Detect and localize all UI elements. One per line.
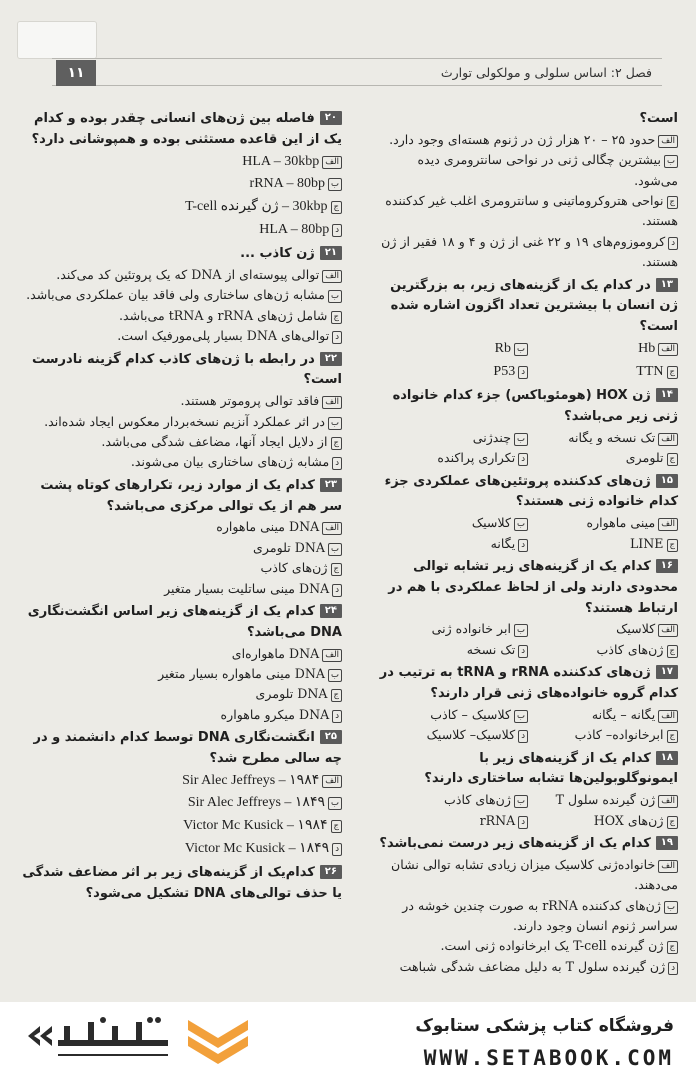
store-url: WWW.SETABOOK.COM	[423, 1046, 674, 1070]
answer-option: الفحدود ۲۵ – ۲۰ هزار ژن در ژنوم هسته‌ای وجود دارد.	[378, 130, 678, 150]
answer-option: دیگانه	[378, 534, 528, 554]
question-number: ۲۴	[320, 604, 342, 618]
answer-option: دP53	[378, 361, 528, 384]
answer-option: بچندژنی	[378, 428, 528, 448]
question-number: ۱۹	[656, 836, 678, 850]
question-21: ۲۱ژن کاذب ...	[18, 244, 342, 265]
answer-option: الف۱۹۸۴ – Sir Alec Jeffreys	[18, 770, 342, 793]
setabook-logo-icon	[18, 1012, 258, 1072]
answer-option: الفDNA مینی ماهواره	[18, 517, 342, 537]
page-corner-tab	[18, 22, 96, 58]
chapter-title: فصل ۲: اساس سلولی و مولکولی توارث	[440, 65, 652, 80]
answer-option: الفHb	[528, 338, 678, 361]
options-grid	[378, 619, 678, 660]
answer-option: جژن گیرنده T-cell یک ابرخانواده ژنی است.	[378, 936, 678, 956]
options-grid	[378, 705, 678, 746]
question-number: ۲۰	[320, 111, 342, 125]
answer-option: جژن‌های HOX	[528, 811, 678, 831]
store-name: فروشگاه کتاب پزشکی ستابوک	[415, 1016, 674, 1036]
question-stem: است؟	[639, 111, 678, 126]
answer-option: جشامل ژن‌های rRNA و tRNA می‌باشد.	[18, 306, 342, 326]
answer-option: جابرخانواده– کاذب	[528, 725, 678, 745]
answer-option: بDNA مینی ماهواره بسیار متغیر	[18, 664, 342, 684]
answer-option: دتکراری پراکنده	[378, 448, 528, 468]
answer-option: الفیگانه – یگانه	[528, 705, 678, 725]
answer-option: جتلومری	[528, 448, 678, 468]
answer-option: جنواحی هتروکروماتینی و سانترومری اغلب غیر کدکننده هستند.	[385, 192, 678, 229]
answer-option: الفHLA – 30kbp	[18, 151, 342, 174]
answer-option: دHLA – 80bp	[18, 219, 342, 242]
right-column	[378, 106, 678, 977]
question-19: ۱۹کدام یک از گزینه‌های زیر درست نمی‌باشد؟	[378, 834, 678, 855]
answer-option: دDNA مینی ساتلیت بسیار متغیر	[18, 579, 342, 599]
answer-option: ج30kbp – ژن گیرنده T-cell	[18, 196, 342, 219]
answer-option: جDNA تلومری	[18, 684, 342, 704]
options-grid	[378, 513, 678, 554]
question-14: ۱۴ژن HOX (هومئوباکس) جزء کدام خانواده ژنی زیر می‌باشد؟	[392, 388, 678, 425]
question-25: ۲۵انگشت‌نگاری DNA توسط کدام دانشمند و در چه سالی مطرح شد؟	[33, 730, 342, 766]
question-number: ۲۳	[320, 478, 342, 492]
question-22: ۲۲در رابطه با ژن‌های کاذب کدام گزینه نادرست است؟	[32, 351, 342, 388]
answer-option: دrRNA	[378, 811, 528, 831]
question-number: ۱۷	[656, 665, 678, 679]
answer-option: الفمینی ماهواره	[528, 513, 678, 533]
question-number: ۱۳	[656, 278, 678, 292]
question-20: ۲۰فاصله بین ژن‌های انسانی چقدر بوده و کدام یک از این قاعده مستثنی بوده و همپوشانی دارد؟	[31, 111, 342, 147]
answer-option: دتوالی‌های DNA بسیار پلی‌مورفیک است.	[18, 326, 342, 346]
answer-option: جاز دلایل ایجاد آنها، مضاعف شدگی می‌باشد.	[18, 432, 342, 452]
page-number: ۱۱	[56, 60, 96, 86]
answer-option: بrRNA – 80bp	[18, 173, 342, 196]
question-24: ۲۴کدام یک از گزینه‌های زیر اساس انگشت‌نگاری DNA می‌باشد؟	[27, 603, 342, 640]
answer-option: دکلاسیک– کلاسیک	[378, 725, 528, 745]
answer-option: بژن‌های کدکننده rRNA به صورت چندین خوشه در سراسر ژنوم انسان وجود دارند.	[402, 897, 678, 933]
question-16: ۱۶کدام یک از گزینه‌های زیر تشابه توالی محدودی دارند ولی از لحاظ عملکردی با هم در ارتباط هستند؟	[388, 559, 678, 616]
answer-option: بابر خانواده ژنی	[378, 619, 528, 639]
answer-option: جTTN	[528, 361, 678, 384]
answer-option: جژن‌های کاذب	[528, 640, 678, 660]
question-number: ۱۵	[656, 474, 678, 488]
answer-option: بDNA تلومری	[18, 538, 342, 558]
question-17: ۱۷ژن‌های کدکننده rRNA و tRNA به ترتیب در کدام گروه خانواده‌های ژنی قرار دارند؟	[379, 665, 678, 701]
answer-option: ببیشترین چگالی ژنی در نواحی سانترومری دیده می‌شود.	[417, 152, 678, 188]
answer-option: بکلاسیک – کاذب	[378, 705, 528, 725]
answer-option: الفکلاسیک	[528, 619, 678, 639]
question-number: ۲۵	[320, 730, 342, 744]
question-number: ۱۶	[656, 559, 678, 573]
options-grid	[378, 428, 678, 469]
answer-option: دمشابه ژن‌های ساختاری بیان می‌شوند.	[18, 452, 342, 472]
question-number: ۲۱	[320, 246, 342, 260]
answer-option: بکلاسیک	[378, 513, 528, 533]
answer-option: د۱۸۴۹ – Victor Mc Kusick	[18, 838, 342, 861]
answer-option: الفDNA ماهواره‌ای	[18, 644, 342, 664]
answer-option: الففاقد توالی پروموتر هستند.	[18, 391, 342, 411]
question-18: ۱۸کدام یک از گزینه‌های زیر با ایمونوگلوبولین‌ها تشابه ساختاری دارند؟	[424, 750, 678, 787]
options-grid	[378, 338, 678, 383]
answer-option: بدر اثر عملکرد آنزیم نسخه‌بردار معکوس ایجاد شده‌اند.	[18, 412, 342, 432]
question-number: ۲۶	[320, 865, 342, 879]
answer-option: دکروموزوم‌های ۱۹ و ۲۲ غنی از ژن و ۴ و ۱۸ فقیر از ژن هستند.	[381, 233, 678, 270]
answer-option: بمشابه ژن‌های ساختاری ولی فاقد بیان عملکردی می‌باشد.	[18, 285, 342, 305]
left-column	[18, 106, 342, 905]
options-grid	[378, 790, 678, 831]
answer-option: ج۱۹۸۴ – Victor Mc Kusick	[18, 815, 342, 838]
question-number: ۲۲	[320, 352, 342, 366]
page-header	[52, 58, 662, 86]
answer-option: بژن‌های کاذب	[378, 790, 528, 810]
answer-option: الفژن گیرنده سلول T	[528, 790, 678, 810]
answer-option: دژن گیرنده سلول T به دلیل مضاعف شدگی شباهت	[378, 957, 678, 977]
question-15: ۱۵ژن‌های کدکننده پروتئین‌های عملکردی جزء کدام خانواده ژنی هستند؟	[384, 473, 678, 510]
question-23: ۲۳کدام یک از موارد زیر، تکرارهای کوتاه پشت سر هم از یک توالی مرکزی می‌باشد؟	[40, 477, 342, 514]
question-13: ۱۳در کدام یک از گزینه‌های زیر، به بزرگترین ژن انسان با بیشترین تعداد اگزون اشاره شده است؟	[390, 277, 678, 335]
answer-option: الفتوالی پیوسته‌ای از DNA که یک پروتئین کد می‌کند.	[18, 265, 342, 285]
answer-option: الفتک نسخه و یگانه	[528, 428, 678, 448]
answer-option: الفخانواده‌ژنی کلاسیک میزان زیادی تشابه توالی نشان می‌دهند.	[391, 856, 678, 893]
store-footer-banner	[0, 1002, 696, 1080]
question-number: ۱۴	[656, 388, 678, 402]
answer-option: دتک نسخه	[378, 640, 528, 660]
question-26: ۲۶کدام‌یک از گزینه‌های زیر بر اثر مضاعف شدگی یا حذف توالی‌های DNA تشکیل می‌شود؟	[22, 865, 342, 902]
answer-option: جژن‌های کاذب	[18, 558, 342, 578]
answer-option: ب۱۸۴۹ – Sir Alec Jeffreys	[18, 792, 342, 815]
answer-option: جLINE	[528, 534, 678, 554]
answer-option: دDNA میکرو ماهواره	[18, 705, 342, 725]
answer-option: بRb	[378, 338, 528, 361]
question-number: ۱۸	[656, 751, 678, 765]
